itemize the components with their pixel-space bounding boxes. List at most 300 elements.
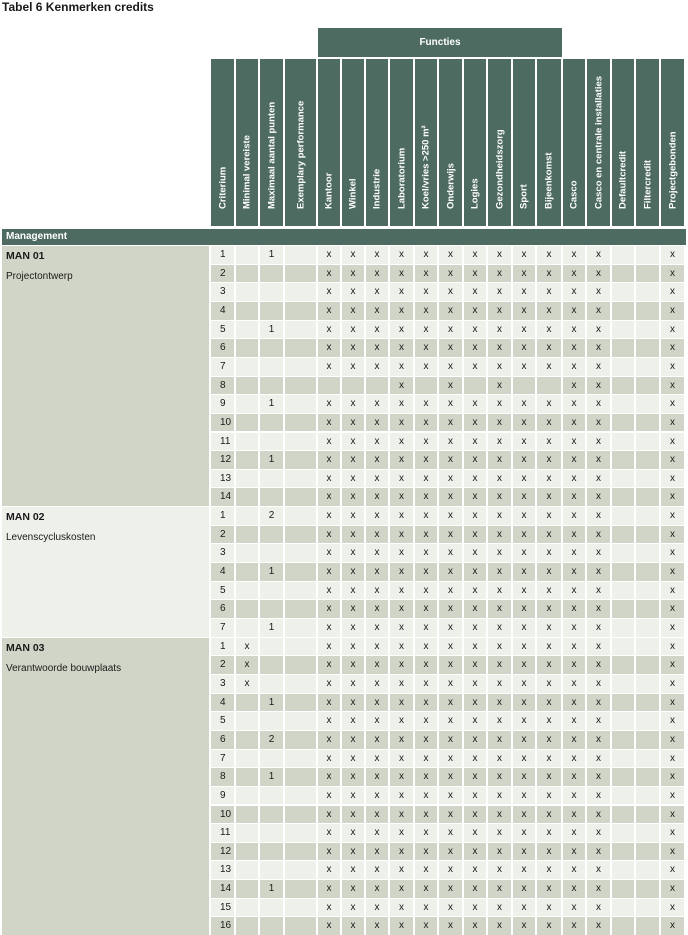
table-cell [236,265,258,283]
table-cell: x [439,451,462,469]
column-header [390,59,413,226]
table-cell: x [415,414,437,432]
table-cell [612,563,634,581]
table-cell: x [587,712,610,730]
table-cell: x [366,451,388,469]
criterium-cell: 9 [211,395,234,413]
table-cell [236,619,258,637]
table-cell [236,787,258,805]
table-cell: x [587,451,610,469]
table-cell [612,694,634,712]
table-cell: x [390,917,413,935]
table-cell: x [366,600,388,618]
table-cell [612,712,634,730]
table-cell: x [439,433,462,451]
table-cell [260,302,283,320]
table-cell: x [439,563,462,581]
table-cell: x [513,880,535,898]
table-cell: x [537,470,561,488]
table-cell [285,694,316,712]
table-cell: x [390,619,413,637]
table-cell: x [587,246,610,264]
table-cell: x [366,395,388,413]
table-cell: x [342,470,364,488]
table-cell: x [488,544,511,562]
table-cell: x [318,526,340,544]
table-cell [236,507,258,525]
table-cell: x [342,358,364,376]
table-cell: x [661,283,684,301]
table-cell: x [390,451,413,469]
column-header [318,59,340,226]
table-cell [236,339,258,357]
table-cell: x [318,414,340,432]
table-cell: x [318,246,340,264]
table-cell: x [513,824,535,842]
table-cell: x [587,544,610,562]
table-cell: x [563,694,585,712]
table-cell: x [563,806,585,824]
criterium-cell: 3 [211,544,234,562]
table-cell: x [661,302,684,320]
table-cell [236,843,258,861]
table-cell [612,582,634,600]
criterium-cell: 10 [211,806,234,824]
table-cell: x [366,470,388,488]
table-cell [236,750,258,768]
table-cell: x [563,787,585,805]
table-cell: x [513,321,535,339]
column-header-label: Laboratorium [396,147,407,209]
table-cell: x [366,787,388,805]
column-header [285,59,316,226]
table-cell [236,731,258,749]
table-cell: x [366,917,388,935]
table-cell: x [537,750,561,768]
table-cell: x [390,470,413,488]
table-cell: x [537,433,561,451]
table-cell: x [415,339,437,357]
table-cell: x [464,339,486,357]
table-cell [285,544,316,562]
table-cell: x [661,451,684,469]
table-cell: x [464,265,486,283]
table-cell: x [563,899,585,917]
table-cell: x [587,339,610,357]
table-cell: x [464,861,486,879]
table-cell: x [439,339,462,357]
table-cell [612,619,634,637]
table-cell [636,619,659,637]
table-cell: x [661,787,684,805]
table-cell: x [415,750,437,768]
table-cell: x [342,694,364,712]
table-cell: x [415,451,437,469]
table-cell: x [587,750,610,768]
table-cell: x [488,899,511,917]
table-cell: x [464,395,486,413]
table-cell [260,638,283,656]
table-cell: x [390,246,413,264]
table-cell: x [236,675,258,693]
table-cell: x [342,861,364,879]
table-cell: x [587,880,610,898]
group-name: Levenscycluskosten [6,532,96,544]
table-cell: x [513,526,535,544]
column-header-label: Minimal vereiste [241,135,253,209]
table-cell: x [537,265,561,283]
table-cell: x [415,507,437,525]
table-cell: x [563,843,585,861]
table-cell [260,339,283,357]
table-cell: x [366,712,388,730]
table-cell [537,377,561,395]
criterium-cell: 2 [211,656,234,674]
column-header-label: Criterium [217,166,228,209]
table-cell [285,787,316,805]
table-cell: x [415,880,437,898]
table-cell: x [439,283,462,301]
table-cell: x [318,843,340,861]
table-cell: 1 [260,321,283,339]
table-cell [285,600,316,618]
table-cell [236,563,258,581]
column-header-label: Casco en centrale installaties [593,75,604,209]
table-cell [612,899,634,917]
table-cell: x [439,582,462,600]
table-cell: x [390,582,413,600]
table-cell: x [488,582,511,600]
table-cell: x [390,768,413,786]
table-cell: x [563,283,585,301]
table-cell: x [537,638,561,656]
table-cell: x [366,302,388,320]
table-cell [612,917,634,935]
table-cell: x [661,246,684,264]
table-cell: x [587,265,610,283]
table-cell: x [537,843,561,861]
table-cell [260,414,283,432]
table-cell: x [563,880,585,898]
table-cell [285,917,316,935]
table-cell: x [563,321,585,339]
table-cell: x [661,395,684,413]
table-cell [612,395,634,413]
table-cell: x [342,544,364,562]
table-cell: x [537,451,561,469]
table-cell: x [537,358,561,376]
table-cell: x [537,806,561,824]
table-cell: 1 [260,768,283,786]
table-cell: x [513,638,535,656]
table-cell: x [563,917,585,935]
table-cell: x [464,768,486,786]
table-cell: x [563,246,585,264]
table-cell: x [390,358,413,376]
table-cell: x [366,563,388,581]
table-cell [285,433,316,451]
table-cell [236,321,258,339]
table-cell [612,544,634,562]
criterium-cell: 11 [211,824,234,842]
criterium-cell: 2 [211,526,234,544]
table-cell: x [318,265,340,283]
column-header-label: Koel/vries >250 m² [420,125,432,209]
table-cell: x [488,638,511,656]
table-cell [612,283,634,301]
table-cell [612,750,634,768]
table-cell [612,806,634,824]
table-cell: x [318,750,340,768]
table-cell: x [439,265,462,283]
table-cell: x [587,656,610,674]
table-cell: x [439,917,462,935]
table-cell: x [390,694,413,712]
table-cell: x [513,358,535,376]
table-cell [612,787,634,805]
table-cell: x [342,526,364,544]
table-cell: x [318,507,340,525]
column-header [211,59,234,226]
table-cell [285,451,316,469]
table-cell: x [439,712,462,730]
column-header [439,59,462,226]
table-cell: x [390,563,413,581]
table-cell: x [488,526,511,544]
table-cell: 1 [260,246,283,264]
table-cell: x [342,824,364,842]
table-cell [285,675,316,693]
table-cell: x [464,358,486,376]
table-cell: x [464,470,486,488]
table-cell: x [488,600,511,618]
table-cell: x [390,843,413,861]
criterium-cell: 7 [211,619,234,637]
table-cell: x [318,302,340,320]
table-cell: x [390,433,413,451]
table-cell: x [415,563,437,581]
table-cell: x [587,526,610,544]
table-cell: x [390,656,413,674]
table-cell: x [415,302,437,320]
table-cell: x [661,582,684,600]
table-cell [636,712,659,730]
table-cell: x [563,861,585,879]
criterium-cell: 5 [211,321,234,339]
column-header [661,59,684,226]
table-cell: x [513,694,535,712]
table-cell: 1 [260,880,283,898]
table-cell: x [342,600,364,618]
table-cell: x [488,843,511,861]
table-cell: x [587,358,610,376]
table-cell: x [488,414,511,432]
table-cell [636,246,659,264]
table-cell [236,880,258,898]
table-cell [513,377,535,395]
table-cell: x [390,339,413,357]
table-cell [612,246,634,264]
table-cell: x [366,824,388,842]
table-cell: x [390,321,413,339]
column-header-label: Sport [518,184,530,209]
table-cell: x [415,861,437,879]
table-cell [636,824,659,842]
table-cell: x [537,302,561,320]
table-cell [285,861,316,879]
table-cell: x [464,917,486,935]
table-cell: x [587,414,610,432]
table-cell: x [390,787,413,805]
table-cell: x [563,265,585,283]
table-cell: x [513,917,535,935]
table-cell: x [318,824,340,842]
table-cell: x [415,600,437,618]
table-cell [285,750,316,768]
table-cell [285,563,316,581]
column-header-label: Projectgebonden [667,131,678,209]
table-cell: x [415,656,437,674]
table-cell [236,712,258,730]
table-cell: x [318,694,340,712]
column-header-label: Gezondheidszorg [494,129,505,209]
table-cell: x [488,619,511,637]
table-cell: x [439,358,462,376]
table-cell: x [513,600,535,618]
table-cell: x [513,414,535,432]
table-cell [285,824,316,842]
table-cell: x [661,265,684,283]
table-cell: x [563,768,585,786]
criterium-cell: 4 [211,563,234,581]
column-header [636,59,659,226]
table-cell: x [342,899,364,917]
table-cell: x [318,358,340,376]
group-code: MAN 02 [6,511,45,524]
table-cell: x [661,843,684,861]
table-cell: x [563,470,585,488]
table-cell [285,768,316,786]
table-cell: x [439,321,462,339]
table-cell [612,861,634,879]
table-cell: x [488,675,511,693]
criterium-cell: 8 [211,768,234,786]
table-cell: x [415,619,437,637]
table-cell: x [390,414,413,432]
table-cell: x [464,638,486,656]
table-cell [236,488,258,506]
column-header [537,59,561,226]
table-cell: x [587,917,610,935]
table-cell [318,377,340,395]
table-cell: x [318,582,340,600]
table-cell [236,470,258,488]
table-cell: x [439,488,462,506]
table-cell: x [537,787,561,805]
table-cell [612,526,634,544]
table-cell: x [464,488,486,506]
table-cell: x [342,656,364,674]
table-cell: x [563,451,585,469]
table-cell: x [318,395,340,413]
table-cell: x [464,750,486,768]
table-cell: x [366,283,388,301]
table-cell [236,917,258,935]
table-cell: x [488,750,511,768]
table-cell: x [439,600,462,618]
table-cell [260,283,283,301]
column-header-label: Maximaal aantal punten [266,101,277,209]
table-cell: x [318,806,340,824]
table-cell: x [537,339,561,357]
table-cell: x [342,395,364,413]
table-cell: x [537,246,561,264]
table-cell: x [439,768,462,786]
table-cell: x [415,246,437,264]
table-cell: x [513,619,535,637]
table-cell: x [390,526,413,544]
table-cell: x [342,414,364,432]
table-cell: x [464,656,486,674]
table-cell: x [318,563,340,581]
table-cell: x [439,843,462,861]
table-cell [612,638,634,656]
table-cell: x [342,768,364,786]
table-cell [260,806,283,824]
table-cell: x [390,824,413,842]
column-header-label: Industrie [371,168,383,209]
table-cell: x [342,433,364,451]
table-cell [612,731,634,749]
table-cell: x [563,358,585,376]
table-cell: x [390,395,413,413]
table-cell: x [513,544,535,562]
table-cell [636,526,659,544]
table-cell: x [366,414,388,432]
table-cell [285,470,316,488]
table-cell: x [318,712,340,730]
table-cell [285,619,316,637]
table-cell: x [661,899,684,917]
table-cell [636,488,659,506]
table-cell: x [513,395,535,413]
table-cell: x [537,563,561,581]
table-cell [612,488,634,506]
table-cell [612,600,634,618]
table-cell [636,377,659,395]
table-cell: x [661,806,684,824]
table-cell: x [661,861,684,879]
table-cell: x [537,899,561,917]
table-cell: x [439,750,462,768]
table-cell [260,824,283,842]
table-cell [636,395,659,413]
table-cell [236,899,258,917]
table-cell: x [488,712,511,730]
criterium-cell: 14 [211,880,234,898]
column-header [488,59,511,226]
table-cell [260,712,283,730]
column-header [587,59,610,226]
table-cell [260,377,283,395]
table-cell: x [587,488,610,506]
table-cell: x [587,806,610,824]
table-cell: x [390,544,413,562]
table-cell: x [342,265,364,283]
table-cell: x [318,321,340,339]
table-cell: x [318,339,340,357]
table-cell: x [513,246,535,264]
